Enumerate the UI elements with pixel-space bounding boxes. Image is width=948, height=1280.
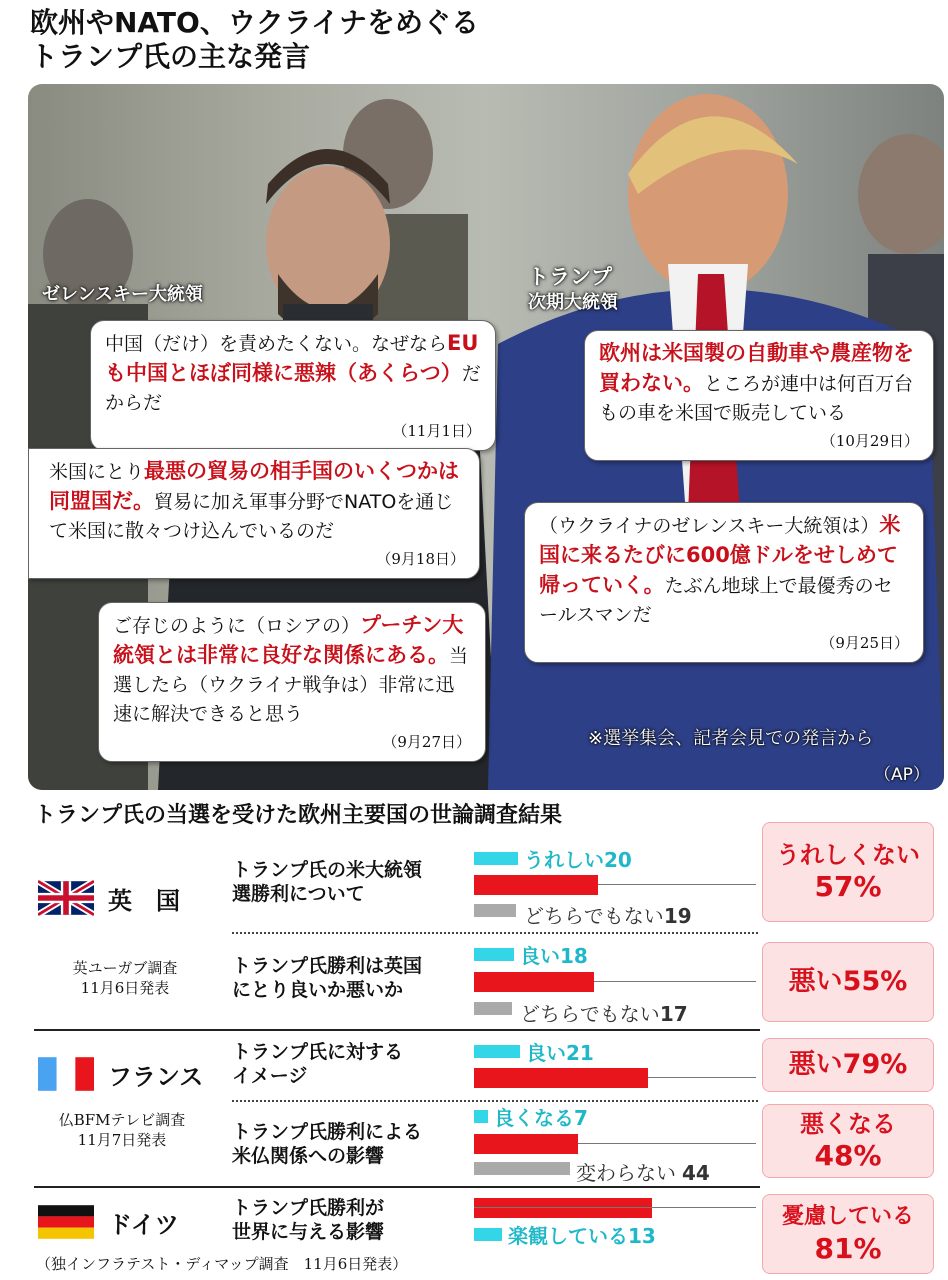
quote-5-post: たぶん地球上で最優秀のセールスマンだ xyxy=(539,575,893,626)
fr-q1-line-1: トランプ氏に対する xyxy=(232,1041,404,1063)
uk-q2-negative-bar xyxy=(474,972,594,992)
country-germany xyxy=(38,1204,179,1240)
title-line-2: トランプ氏の主な発言 xyxy=(30,40,311,73)
quote-bubble-3 xyxy=(98,602,486,762)
fr-q2-result xyxy=(762,1104,934,1178)
de-q1-axis xyxy=(474,1207,756,1208)
de-q1-line-1: トランプ氏勝利が xyxy=(232,1197,385,1219)
france-source-line-2: 11月7日発表 xyxy=(77,1131,167,1149)
country-uk-name: 英 国 xyxy=(108,886,180,915)
de-q1-result xyxy=(762,1194,934,1274)
fr-q1-result xyxy=(762,1038,934,1092)
uk-q1-negative-bar xyxy=(474,875,598,895)
uk-q1-neutral-text: どちらでもない xyxy=(524,904,664,928)
quote-3-em: プーチン大統領とは非常に良好な関係にある。 xyxy=(113,613,464,667)
quote-bubble-5 xyxy=(524,502,924,663)
quote-5-em: 米国に来るたびに600億ドルをせしめて帰っていく。 xyxy=(539,513,901,597)
quote-bubble-4 xyxy=(584,330,934,461)
fr-q2-question xyxy=(232,1120,422,1168)
uk-q2-neutral-label xyxy=(520,998,688,1027)
photo-note: ※選挙集会、記者会見での発言から xyxy=(588,728,874,749)
fr-q2-neutral-label xyxy=(576,1157,710,1186)
france-source-line-1: 仏BFMテレビ調査 xyxy=(58,1111,186,1129)
fr-q2-neutral-value: 44 xyxy=(682,1161,710,1185)
uk-q2-line-2: にとり良いか悪いか xyxy=(232,979,404,1001)
germany-flag-icon xyxy=(38,1204,94,1240)
quote-2-em: 最悪の貿易の相手国のいくつかは同盟国だ。 xyxy=(49,459,460,513)
de-q1-negative-bar xyxy=(474,1198,652,1218)
fr-q2-result-label: 悪くなる xyxy=(800,1110,896,1138)
fr-q2-positive-label: 良くなる7 xyxy=(494,1106,588,1130)
uk-q2-result xyxy=(762,942,934,1022)
quote-1-pre: 中国（だけ）を責めたくない。なぜなら xyxy=(105,333,448,355)
photo-credit: （AP） xyxy=(874,765,930,785)
uk-q1-positive-label: うれしい20 xyxy=(524,848,632,872)
uk-q2-neutral-bar xyxy=(474,1002,512,1015)
uk-q1-result-value: 57% xyxy=(814,870,882,903)
quote-1-em: EUも中国とほぼ同様に悪辣（あくらつ） xyxy=(105,331,479,385)
trump-label xyxy=(528,264,618,316)
fr-q1-question xyxy=(232,1040,403,1088)
uk-q2-result-label: 悪い55% xyxy=(788,966,908,997)
quote-bubble-2 xyxy=(28,448,480,579)
uk-q1-neutral-value: 19 xyxy=(663,904,692,928)
uk-q1-neutral-label xyxy=(524,900,692,929)
uk-q1-line-2: 選勝利について xyxy=(232,883,365,905)
france-flag-icon xyxy=(38,1056,94,1092)
country-germany-name: ドイツ xyxy=(108,1210,179,1239)
fr-q1-positive-label: 良い21 xyxy=(526,1041,594,1065)
uk-fr-divider xyxy=(34,1029,760,1031)
france-source xyxy=(34,1110,210,1150)
uk-source xyxy=(40,958,210,998)
fr-q1-negative-bar xyxy=(474,1068,648,1088)
uk-q1-line-1: トランプ氏の米大統領 xyxy=(232,859,423,881)
trump-label-line-1: トランプ xyxy=(528,265,612,289)
quote-1-post: だからだ xyxy=(105,363,481,414)
uk-q2-question xyxy=(232,954,422,1002)
quote-2-post: 貿易に加え軍事分野でNATOを通じて米国に散々つけ込んでいるのだ xyxy=(49,491,454,542)
uk-q2-positive-label: 良い18 xyxy=(520,944,588,968)
de-q1-result-label: 憂慮している xyxy=(781,1204,914,1229)
fr-q2-neutral-text: 変わらない xyxy=(576,1161,676,1185)
uk-q2-neutral-text: どちらでもない xyxy=(520,1002,660,1026)
de-q1-line-2: 世界に与える影響 xyxy=(232,1221,385,1243)
quote-3-pre: ご存じのように（ロシアの） xyxy=(113,615,361,637)
fr-q2-neutral-bar xyxy=(474,1162,570,1175)
de-q1-result-value: 81% xyxy=(814,1232,882,1265)
page-title xyxy=(30,6,479,74)
de-q1-question xyxy=(232,1196,384,1244)
uk-q2-line-1: トランプ氏勝利は英国 xyxy=(232,955,423,977)
uk-flag-icon xyxy=(38,880,94,916)
fr-q2-line-1: トランプ氏勝利による xyxy=(232,1121,423,1143)
uk-source-line-2: 11月6日発表 xyxy=(80,979,170,997)
country-france xyxy=(38,1056,203,1092)
survey-title: トランプ氏の当選を受けた欧州主要国の世論調査結果 xyxy=(34,803,563,828)
fr-q2-positive-bar xyxy=(474,1110,488,1123)
country-france-name: フランス xyxy=(108,1062,204,1091)
uk-q-divider xyxy=(232,932,758,934)
uk-q2-positive-bar xyxy=(474,948,514,961)
trump-label-line-2: 次期大統領 xyxy=(528,292,618,313)
uk-q1-positive-bar xyxy=(474,852,518,865)
uk-source-line-1: 英ユーガブ調査 xyxy=(72,959,178,977)
de-q1-positive-bar xyxy=(474,1228,502,1241)
fr-q2-result-value: 48% xyxy=(814,1139,882,1172)
uk-q1-result-label: うれしくない xyxy=(776,841,920,869)
fr-q2-negative-bar xyxy=(474,1134,578,1154)
quote-bubble-1 xyxy=(90,320,496,451)
country-uk xyxy=(38,880,180,916)
uk-q1-result xyxy=(762,822,934,922)
quote-2-date: （9月18日） xyxy=(376,550,465,568)
uk-q1-neutral-bar xyxy=(474,904,516,917)
fr-q1-positive-bar xyxy=(474,1045,520,1058)
news-photo xyxy=(28,84,944,790)
quote-3-post: 当選したら（ウクライナ戦争は）非常に迅速に解決できると思う xyxy=(113,645,469,725)
quote-2-pre: 米国にとり xyxy=(49,461,145,483)
quote-5-date: （9月25日） xyxy=(820,634,909,652)
quote-4-post: ところが連中は何百万台もの車を米国で販売している xyxy=(599,373,914,424)
zelensky-label: ゼレンスキー大統領 xyxy=(42,284,204,305)
quote-3-date: （9月27日） xyxy=(382,733,471,751)
quote-5-pre: （ウクライナのゼレンスキー大統領は） xyxy=(539,515,880,537)
quote-4-em: 欧州は米国製の自動車や農産物を買わない。 xyxy=(599,341,914,395)
fr-q1-line-2: イメージ xyxy=(232,1065,308,1087)
quote-4-date: （10月29日） xyxy=(820,432,919,450)
fr-q2-line-2: 米仏関係への影響 xyxy=(232,1145,385,1167)
quote-1-date: （11月1日） xyxy=(392,422,481,440)
title-line-1: 欧州やNATO、ウクライナをめぐる xyxy=(30,6,479,39)
de-q1-positive-label: 楽観している13 xyxy=(508,1224,656,1248)
uk-q1-question xyxy=(232,858,422,906)
fr-de-divider xyxy=(34,1186,760,1188)
germany-source: （独インフラテスト・ディマップ調査 11月6日発表） xyxy=(36,1255,408,1273)
uk-q2-neutral-value: 17 xyxy=(659,1002,688,1026)
fr-q1-result-label: 悪い79% xyxy=(788,1049,908,1080)
